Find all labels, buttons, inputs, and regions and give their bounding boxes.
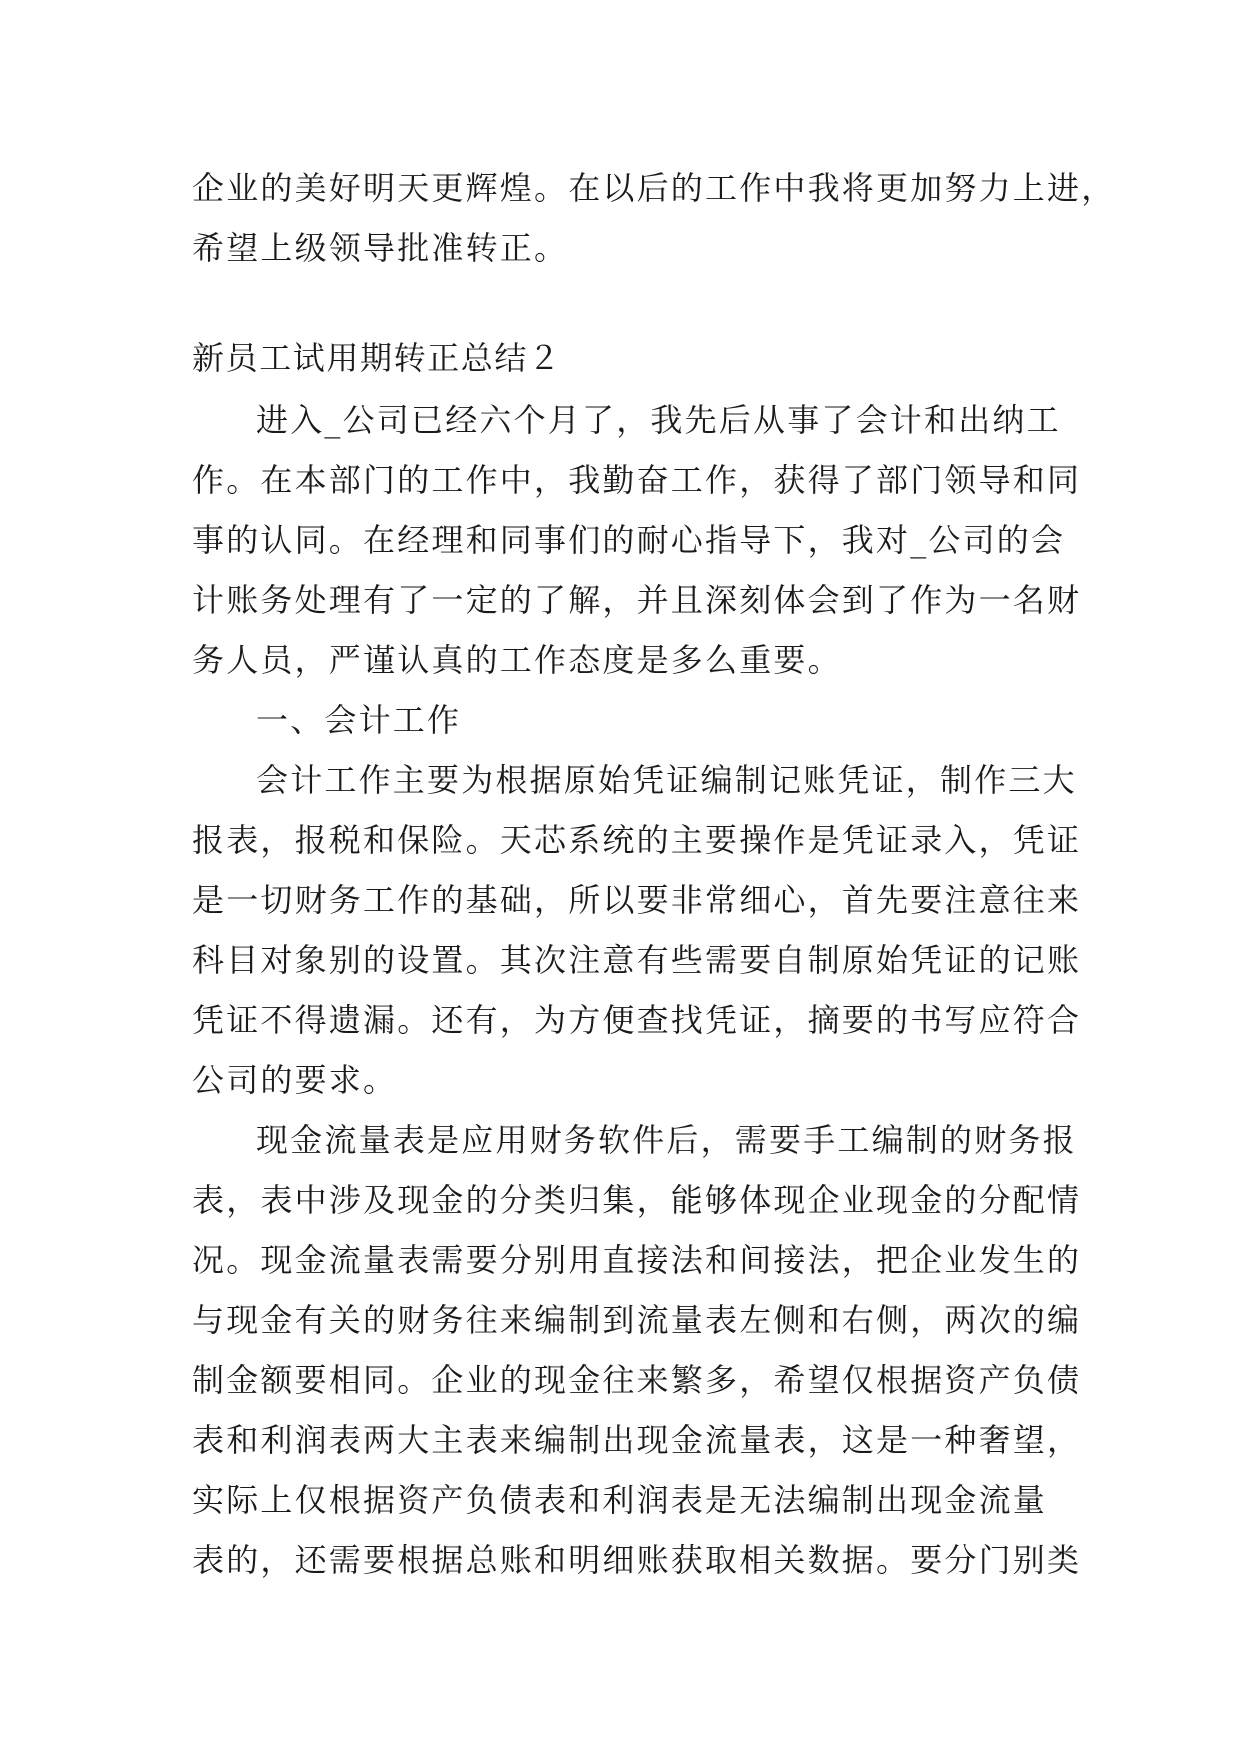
paragraph-line: 作。在本部门的工作中，我勤奋工作，获得了部门领导和同 xyxy=(192,461,1082,499)
paragraph-line: 与现金有关的财务往来编制到流量表左侧和右侧，两次的编 xyxy=(192,1301,1082,1339)
paragraph-line: 是一切财务工作的基础，所以要非常细心，首先要注意往来 xyxy=(192,881,1082,919)
paragraph-line: 表，表中涉及现金的分类归集，能够体现企业现金的分配情 xyxy=(192,1181,1082,1219)
paragraph-line: 现金流量表是应用财务软件后，需要手工编制的财务报 xyxy=(256,1121,1077,1159)
paragraph-line: 凭证不得遗漏。还有，为方便查找凭证，摘要的书写应符合 xyxy=(192,1001,1082,1039)
paragraph-line: 制金额要相同。企业的现金往来繁多，希望仅根据资产负债 xyxy=(192,1361,1082,1399)
paragraph-line: 进入_公司已经六个月了，我先后从事了会计和出纳工 xyxy=(256,401,1061,439)
paragraph-line: 表和利润表两大主表来编制出现金流量表，这是一种奢望， xyxy=(192,1421,1082,1459)
paragraph-line: 务人员，严谨认真的工作态度是多么重要。 xyxy=(192,641,842,679)
paragraph-line: 希望上级领导批准转正。 xyxy=(192,229,569,267)
paragraph-line: 公司的要求。 xyxy=(192,1061,398,1099)
paragraph-line: 报表，报税和保险。天芯系统的主要操作是凭证录入，凭证 xyxy=(192,821,1082,859)
paragraph-line: 科目对象别的设置。其次注意有些需要自制原始凭证的记账 xyxy=(192,941,1082,979)
paragraph-line: 表的，还需要根据总账和明细账获取相关数据。要分门别类 xyxy=(192,1541,1082,1579)
paragraph-line: 会计工作主要为根据原始凭证编制记账凭证，制作三大 xyxy=(256,761,1077,799)
paragraph-line: 计账务处理有了一定的了解，并且深刻体会到了作为一名财 xyxy=(192,581,1082,619)
section-heading: 新员工试用期转正总结２ xyxy=(192,339,562,377)
paragraph-line: 况。现金流量表需要分别用直接法和间接法，把企业发生的 xyxy=(192,1241,1082,1279)
paragraph-line: 实际上仅根据资产负债表和利润表是无法编制出现金流量 xyxy=(192,1481,1048,1519)
paragraph-line: 事的认同。在经理和同事们的耐心指导下，我对_公司的会 xyxy=(192,521,1066,559)
subsection-heading: 一、会计工作 xyxy=(256,701,462,739)
paragraph-line: 企业的美好明天更辉煌。在以后的工作中我将更加努力上进， xyxy=(192,169,1116,207)
